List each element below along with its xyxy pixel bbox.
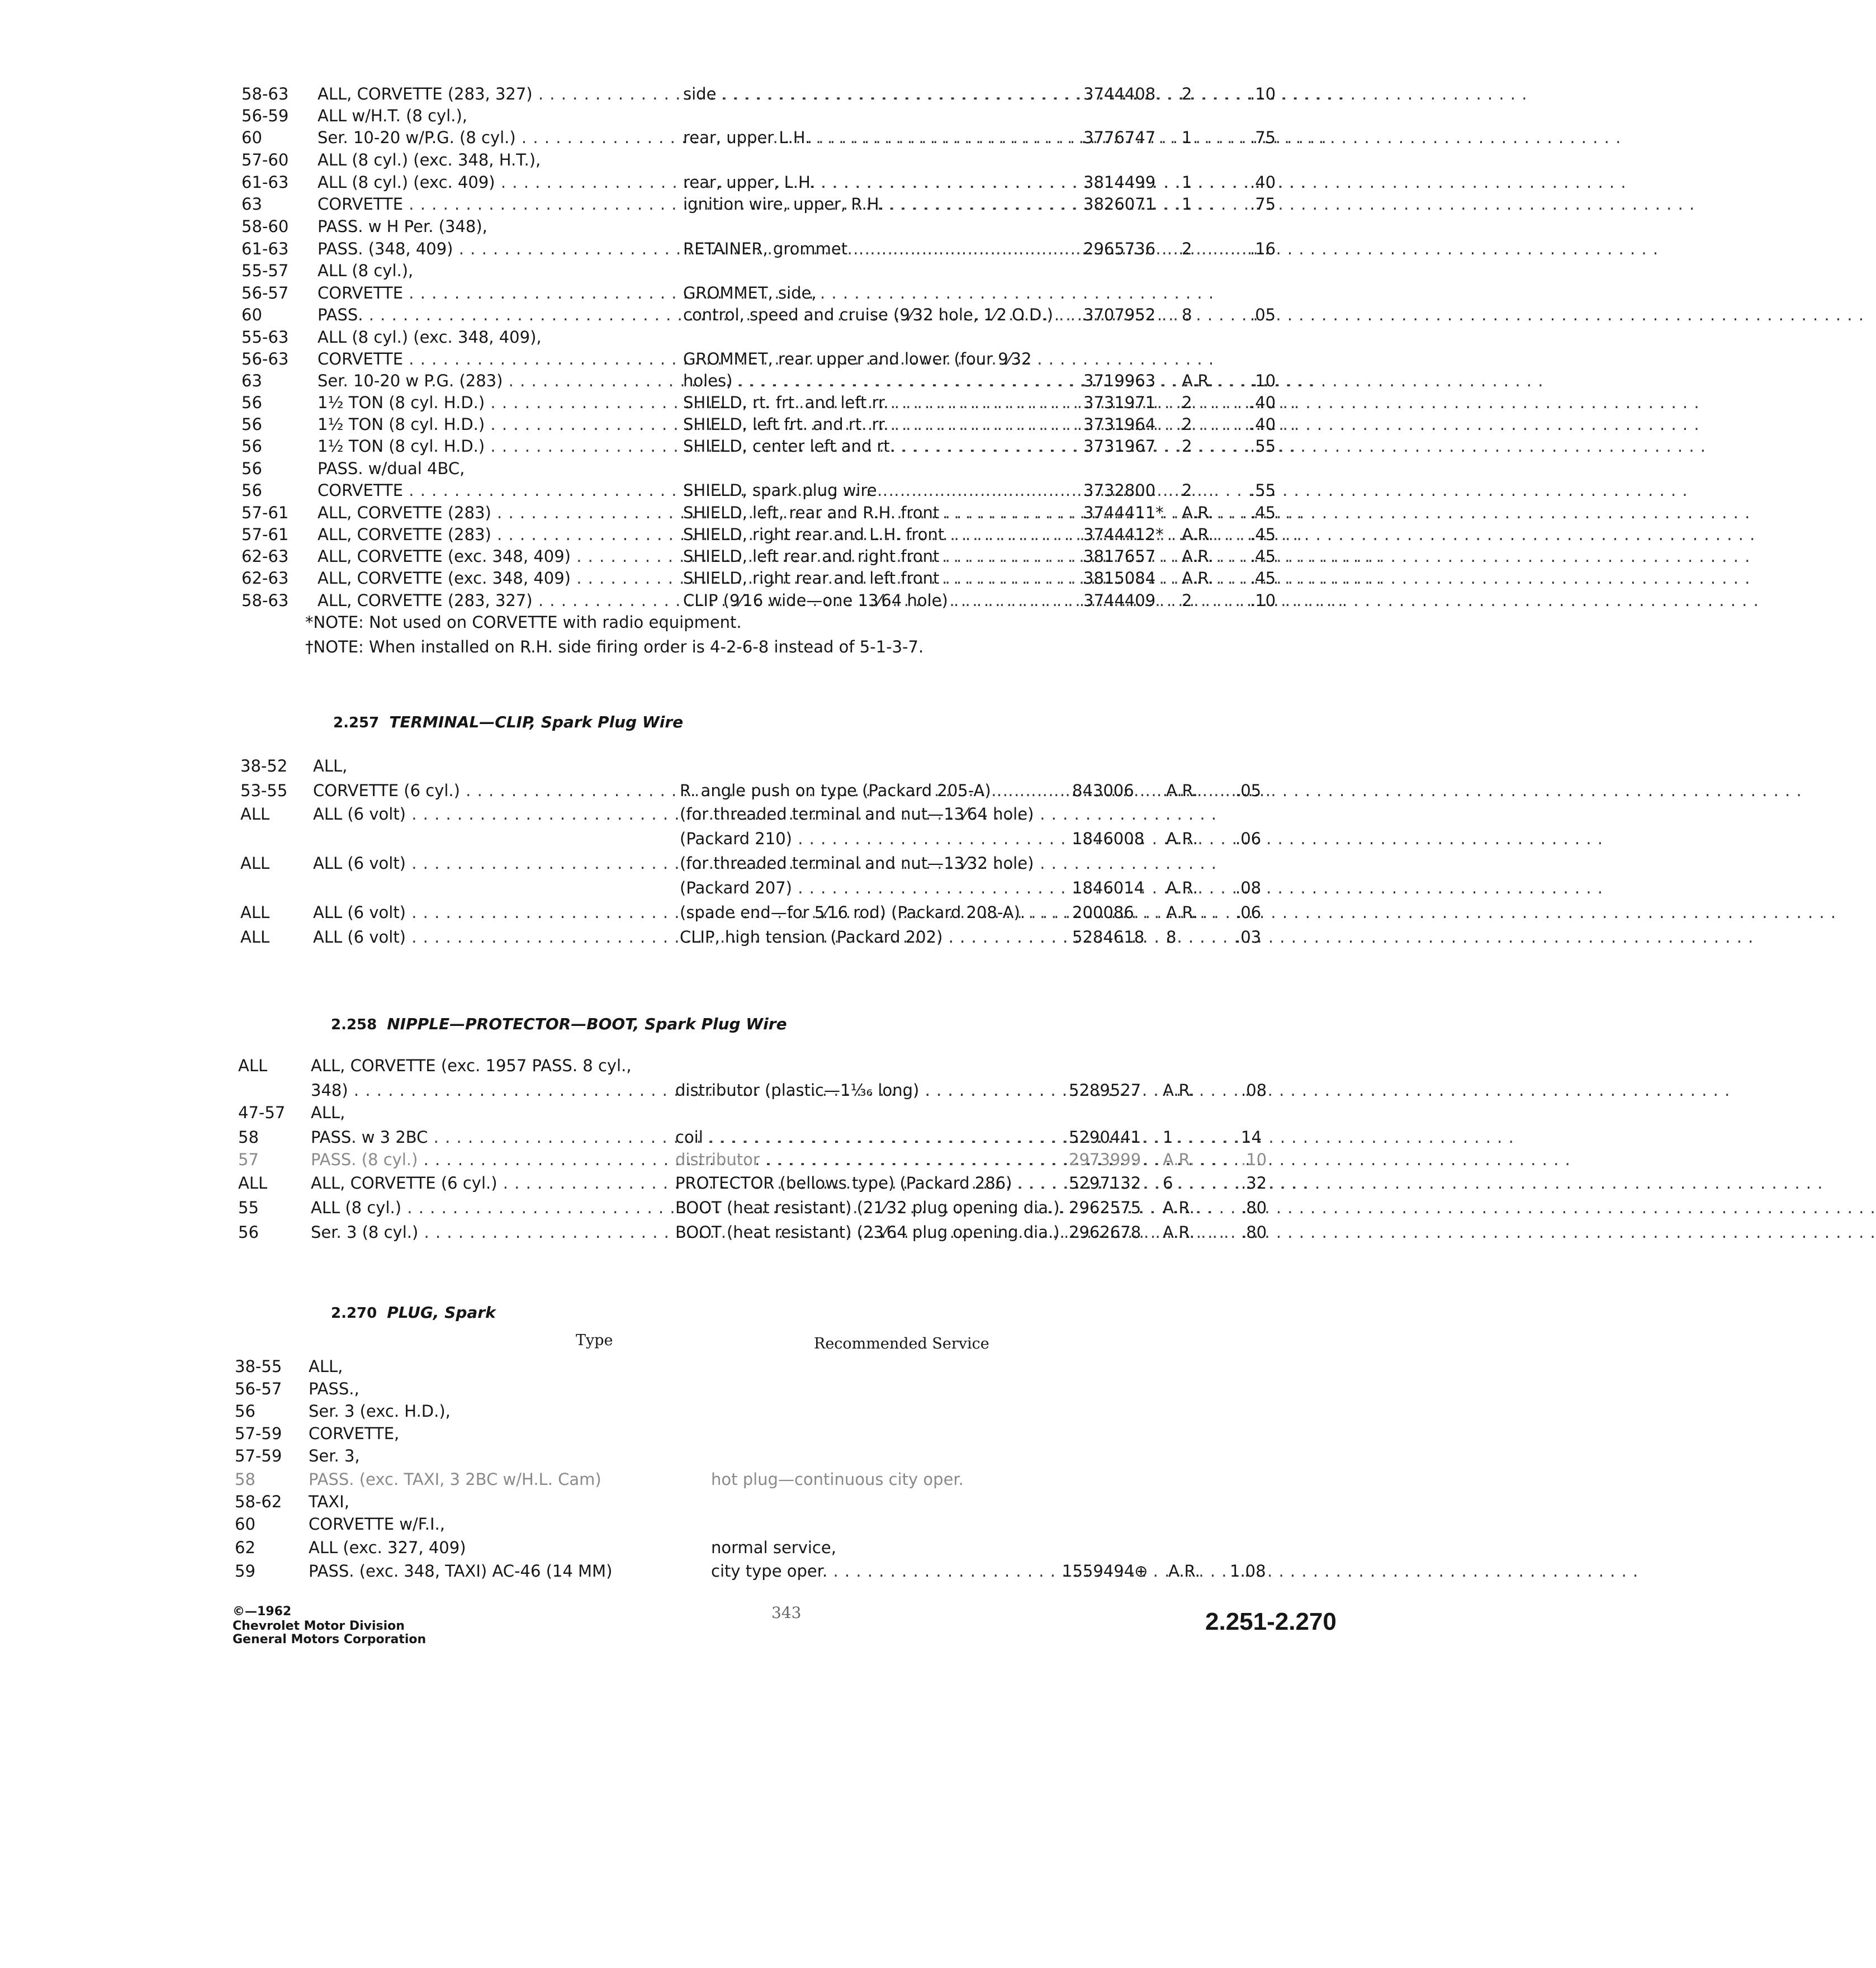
description: city type oper. . . . [711, 1560, 1052, 1582]
application: PASS. w H Per. (348), [318, 217, 487, 236]
year-range: ALL [240, 928, 270, 947]
table-row [0, 502, 1413, 524]
year-range: 59 [235, 1562, 255, 1581]
description: SHIELD, right rear and L.H. front . . . [683, 523, 1063, 546]
note-radio: *NOTE: Not used on CORVETTE with radio equipment. [305, 613, 742, 632]
application: Ser. 3 (8 cyl.) . . . [311, 1221, 652, 1243]
description: (for threaded terminal and nut—13⁄64 hole) [680, 805, 1034, 824]
part-number: 3744412* [1083, 525, 1164, 544]
quantity: A.R. [1163, 1223, 1195, 1242]
part-number: 3826071 [1083, 195, 1156, 214]
year-range: ALL [238, 1174, 268, 1193]
table-row [0, 304, 1413, 326]
year-range: 60 [241, 128, 262, 147]
table-row [0, 827, 1413, 850]
application: PASS. (exc. TAXI, 3 2BC w/H.L. Cam) [309, 1470, 601, 1489]
description: normal service, [711, 1538, 836, 1557]
quantity: A.R. [1166, 878, 1198, 897]
year-range: 58-63 [241, 84, 289, 103]
part-number: 5297132 [1069, 1174, 1141, 1193]
table-row [0, 83, 1413, 105]
application: CORVETTE (6 cyl.) . . . [313, 779, 654, 802]
table-row [0, 1536, 1413, 1559]
description: (Packard 210) . . . [680, 827, 1065, 850]
price: 14 [1241, 1128, 1262, 1147]
table-row [0, 326, 1413, 348]
price: .55 [1250, 481, 1276, 500]
application: PASS., [309, 1379, 359, 1398]
application: CORVETTE . . . [318, 193, 656, 215]
year-range: 56-57 [235, 1379, 282, 1398]
price: .06 [1235, 903, 1262, 922]
description: ignition wire, upper, R.H. . . . [683, 193, 1063, 215]
part-number: 1846008 [1072, 829, 1145, 848]
table-row [0, 567, 1413, 589]
year-range: 56 [241, 437, 262, 456]
application: ALL, CORVETTE (exc. 348, 409) . . . [318, 567, 656, 589]
description: BOOT (heat resistant) (23⁄64 plug opening dia.). . . . [675, 1221, 1061, 1243]
table-row [0, 1468, 1413, 1491]
application: 1½ TON (8 cyl. H.D.) . . . [318, 391, 656, 414]
section-number: 2.257 [333, 715, 380, 731]
part-number: 3731964 [1083, 415, 1156, 434]
part-number: 3815084 [1083, 569, 1156, 588]
section-heading-2-270 [331, 1302, 496, 1324]
year-range: ALL [238, 1056, 268, 1075]
price: .80 [1241, 1223, 1267, 1242]
description: GROMMET, side, [683, 283, 817, 302]
table-row [0, 1079, 1413, 1101]
part-number: 843006 [1072, 781, 1134, 800]
table-row [0, 1221, 1413, 1243]
table-row [0, 779, 1413, 802]
description: CLIP, high tension (Packard 202) . . . [680, 926, 1065, 948]
year-range: ALL [240, 903, 270, 922]
year-range: 57 [238, 1150, 259, 1169]
year-range: 56-59 [241, 106, 289, 125]
application: ALL (8 cyl.) (exc. 409) . . . [318, 171, 656, 193]
year-range: 57-59 [235, 1446, 282, 1465]
quantity: 2 [1182, 393, 1192, 412]
section-title: PLUG, Spark [387, 1303, 496, 1322]
application: Ser. 3, [309, 1446, 360, 1465]
table-row [0, 1513, 1413, 1535]
quantity: 8 [1166, 928, 1177, 947]
table-row [0, 901, 1413, 924]
description: SHIELD, right rear and left front . . . [683, 567, 1063, 589]
table-row [0, 1126, 1413, 1148]
application: CORVETTE w/F.I., [309, 1515, 445, 1534]
application: Ser. 3 (exc. H.D.), [309, 1402, 451, 1421]
part-number: 3814499 [1083, 173, 1156, 192]
year-range: 56 [241, 393, 262, 412]
part-number: 2965736 [1083, 239, 1156, 258]
table-row [0, 348, 1413, 370]
year-range: 55 [238, 1198, 259, 1217]
quantity: 1 [1182, 173, 1192, 192]
quantity: 1 [1182, 128, 1192, 147]
application: 1½ TON (8 cyl. H.D.) . . . [318, 413, 656, 436]
quantity: A.R. [1166, 829, 1198, 848]
table-row [0, 238, 1413, 260]
year-range: 62-63 [241, 547, 289, 566]
quantity: A.R. [1163, 1198, 1195, 1217]
year-range: 56 [235, 1402, 255, 1421]
year-range: 61-63 [241, 173, 289, 192]
price: .75 [1250, 128, 1276, 147]
application: ALL (8 cyl.) (exc. 348, 409), [318, 328, 542, 347]
application: ALL, CORVETTE (283, 327) . . . [318, 83, 656, 105]
application: ALL (6 volt) . . . [313, 901, 654, 924]
part-number: 2962678 [1069, 1223, 1141, 1242]
table-row [0, 193, 1413, 215]
application: ALL, CORVETTE (283, 327) . . . [318, 589, 656, 612]
part-number: 3817657 [1083, 547, 1156, 566]
application: PASS. (8 cyl.) . . . [311, 1148, 652, 1171]
year-range: 63 [241, 371, 262, 390]
table-row [0, 215, 1413, 238]
section-heading-2-258 [331, 1013, 787, 1036]
application: ALL, CORVETTE (exc. 348, 409) . . . [318, 545, 656, 567]
application: CORVETTE, [309, 1424, 400, 1443]
description: SHIELD, spark plug wire . . . [683, 479, 1063, 502]
application: 1½ TON (8 cyl. H.D.) . . . [318, 435, 656, 457]
price: .40 [1250, 415, 1276, 434]
description: holes) . . . [683, 370, 1063, 392]
year-range: ALL [240, 805, 270, 824]
application: ALL (6 volt) . . . [313, 852, 654, 874]
year-range: 56 [241, 415, 262, 434]
application: PASS. w/dual 4BC, [318, 459, 465, 478]
description: SHIELD, left frt. and rt. rr. . . . [683, 413, 1063, 436]
year-range: 60 [241, 305, 262, 324]
description: distributor (plastic—1⅓₆ long) . . . [675, 1079, 1061, 1101]
table-row [0, 523, 1413, 546]
description: CLIP (9⁄16 wide—one 13⁄64 hole) . . . [683, 589, 1063, 612]
application: ALL (exc. 327, 409) [309, 1538, 466, 1557]
footer-division: Chevrolet Motor Division [233, 1619, 405, 1633]
price: .45 [1250, 503, 1276, 522]
application: CORVETTE . . . [318, 282, 656, 304]
part-number: 1559494⊕ [1062, 1562, 1148, 1581]
table-row [0, 877, 1413, 899]
description: SHIELD, rt. frt. and left rr. . . . [683, 391, 1063, 414]
table-row [0, 926, 1413, 948]
note-firing-order: †NOTE: When installed on R.H. side firing order is 4-2-6-8 instead of 5-1-3-7. [305, 637, 924, 656]
description: (for threaded terminal and nut—13⁄32 hole) [680, 854, 1034, 873]
year-range: 58-63 [241, 591, 289, 610]
quantity: 1 [1182, 195, 1192, 214]
quantity: 2 [1182, 437, 1192, 456]
part-number: 1846014 [1072, 878, 1145, 897]
description: BOOT (heat resistant) (21⁄32 plug opening dia.). . . . [675, 1196, 1061, 1219]
application: ALL (8 cyl.) (exc. 348, H.T.), [318, 150, 541, 169]
description: SHIELD, left, rear and R.H. front . . . [683, 502, 1063, 524]
application: PASS. (348, 409) . . . [318, 238, 656, 260]
application: CORVETTE . . . [318, 479, 656, 502]
part-number: 3731967 [1083, 437, 1156, 456]
year-range: 55-57 [241, 261, 289, 280]
price: .75 [1250, 195, 1276, 214]
application: ALL, CORVETTE (283) . . . [318, 502, 656, 524]
year-range: 63 [241, 195, 262, 214]
column-header-recommended-service: Recommended Service [814, 1335, 989, 1352]
year-range: 57-59 [235, 1424, 282, 1443]
year-range: 62 [235, 1538, 255, 1557]
table-row [0, 479, 1413, 502]
quantity: A.R. [1163, 1081, 1195, 1100]
year-range: 62-63 [241, 569, 289, 588]
table-row [0, 1422, 1413, 1445]
part-number: 3744409 [1083, 591, 1156, 610]
quantity: A.R. [1166, 903, 1198, 922]
application: CORVETTE . . . [318, 348, 656, 370]
table-row [0, 149, 1413, 171]
table-row [0, 1445, 1413, 1467]
year-range: 38-55 [235, 1357, 282, 1376]
table-row [0, 259, 1413, 282]
description: SHIELD, center left and rt. . . . [683, 435, 1063, 457]
part-number: 5289527 [1069, 1081, 1141, 1100]
table-row [0, 1560, 1413, 1582]
table-row [0, 126, 1413, 149]
table-row [0, 545, 1413, 567]
quantity: A.R. [1168, 1562, 1200, 1581]
application: ALL (8 cyl.), [318, 261, 414, 280]
year-range: 56 [238, 1223, 259, 1242]
application: ALL (6 volt) . . . [313, 803, 654, 825]
price: .05 [1250, 305, 1276, 324]
part-number: 5290441 [1069, 1128, 1141, 1147]
table-row [0, 1196, 1413, 1219]
price: .32 [1241, 1174, 1267, 1193]
quantity: 2 [1182, 239, 1192, 258]
description: control, speed and cruise (9⁄32 hole, 1⁄2 O.D.) . . . [683, 304, 1063, 326]
table-row [0, 589, 1413, 612]
quantity: 2 [1182, 84, 1192, 103]
application: Ser. 10-20 w P.G. (283) . . . [318, 370, 656, 392]
part-number: 3744408 [1083, 84, 1156, 103]
quantity: A.R. [1182, 525, 1214, 544]
table-row [0, 1148, 1413, 1171]
year-range: 53-55 [240, 781, 288, 800]
application: ALL, CORVETTE (exc. 1957 PASS. 8 cyl., [311, 1056, 632, 1075]
part-number: 3776747 [1083, 128, 1156, 147]
year-range: 56-63 [241, 349, 289, 368]
application: ALL, [313, 756, 348, 775]
quantity: 2 [1182, 591, 1192, 610]
year-range: 47-57 [238, 1103, 286, 1122]
description: SHIELD, left rear and right front . . . [683, 545, 1063, 567]
year-range: 56-57 [241, 283, 289, 302]
year-range: 60 [235, 1515, 255, 1534]
table-row [0, 1400, 1413, 1422]
quantity: 2 [1182, 481, 1192, 500]
table-row [0, 1054, 1413, 1077]
table-row [0, 105, 1413, 127]
price: 1.08 [1230, 1562, 1266, 1581]
table-row [0, 1491, 1413, 1513]
year-range: 58 [235, 1470, 255, 1489]
quantity: A.R. [1166, 781, 1198, 800]
year-range: 57-60 [241, 150, 289, 169]
table-row [0, 457, 1413, 480]
table-row [0, 755, 1413, 777]
price: .03 [1235, 928, 1262, 947]
table-row [0, 803, 1413, 825]
price: .40 [1250, 173, 1276, 192]
quantity: A.R. [1163, 1150, 1195, 1169]
description: side . . . [683, 83, 1063, 105]
price: .10 [1241, 1150, 1267, 1169]
description: hot plug—continuous city oper. [711, 1470, 964, 1489]
table-row [0, 435, 1413, 457]
year-range: 58 [238, 1128, 259, 1147]
footer-copyright: ©—1962 [233, 1605, 292, 1619]
part-number: 200086 [1072, 903, 1134, 922]
part-number: 3707952 [1083, 305, 1156, 324]
section-title: TERMINAL—CLIP, Spark Plug Wire [389, 713, 684, 731]
application: ALL (6 volt) . . . [313, 926, 654, 948]
price: .10 [1250, 84, 1276, 103]
section-heading-2-257 [333, 711, 683, 734]
column-header-type: Type [576, 1332, 613, 1349]
price: .10 [1250, 591, 1276, 610]
year-range: 57-61 [241, 525, 289, 544]
application: ALL, CORVETTE (6 cyl.) . . . [311, 1172, 652, 1194]
application: PASS. (exc. 348, TAXI) AC-46 (14 MM) [309, 1562, 613, 1581]
part-number: 2962575 [1069, 1198, 1141, 1217]
price: .05 [1235, 781, 1262, 800]
description: RETAINER, grommet . . . [683, 238, 1063, 260]
table-row [0, 1172, 1413, 1194]
table-row [0, 171, 1413, 193]
table-row [0, 852, 1413, 874]
price: .45 [1250, 525, 1276, 544]
year-range: 55-63 [241, 328, 289, 347]
year-range: 56 [241, 481, 262, 500]
table-row [0, 413, 1413, 436]
price: .80 [1241, 1198, 1267, 1217]
price: .08 [1241, 1081, 1267, 1100]
description: distributor . . . [675, 1148, 1061, 1171]
application: TAXI, [309, 1492, 349, 1511]
footer-corporation: General Motors Corporation [233, 1633, 427, 1647]
price: .45 [1250, 547, 1276, 566]
table-row [0, 1101, 1413, 1124]
part-number: 5284618 [1072, 928, 1145, 947]
part-number: 3744411* [1083, 503, 1164, 522]
part-number: 3719963 [1083, 371, 1156, 390]
quantity: 2 [1182, 415, 1192, 434]
section-number: 2.270 [331, 1305, 377, 1322]
application: 348) . . . [311, 1079, 652, 1101]
year-range: 58-62 [235, 1492, 282, 1511]
description: (spade end—for 5⁄16 rod) (Packard 208-A). . . . [680, 901, 1065, 924]
quantity: A.R. [1182, 569, 1214, 588]
price: .16 [1250, 239, 1276, 258]
price: .10 [1250, 371, 1276, 390]
quantity: 1 [1163, 1128, 1173, 1147]
year-range: ALL [240, 854, 270, 873]
price: .45 [1250, 569, 1276, 588]
table-row [0, 391, 1413, 414]
price: .08 [1235, 878, 1262, 897]
quantity: 8 [1182, 305, 1192, 324]
application: ALL, [311, 1103, 345, 1122]
application: Ser. 10-20 w/P.G. (8 cyl.) . . . [318, 126, 656, 149]
table-row [0, 1378, 1413, 1400]
year-range: 58-60 [241, 217, 289, 236]
price: .06 [1235, 829, 1262, 848]
quantity: A.R. [1182, 503, 1214, 522]
description: R. angle push on type (Packard 205-A) . . . [680, 779, 1065, 802]
application: ALL, [309, 1357, 343, 1376]
description: PROTECTOR (bellows type) (Packard 286) . . . [675, 1172, 1061, 1194]
table-row [0, 1355, 1413, 1378]
year-range: 61-63 [241, 239, 289, 258]
part-number: 3731971 [1083, 393, 1156, 412]
description: GROMMET, rear upper and lower (four 9⁄32 [683, 349, 1032, 368]
application: ALL (8 cyl.) . . . [311, 1196, 652, 1219]
description: (Packard 207) . . . [680, 877, 1065, 899]
description: coil . . . [675, 1126, 1061, 1148]
price: .55 [1250, 437, 1276, 456]
year-range: 56 [241, 459, 262, 478]
page-number: 343 [771, 1603, 802, 1622]
quantity: 6 [1163, 1174, 1173, 1193]
application: ALL, CORVETTE (283) . . . [318, 523, 656, 546]
application: PASS. . . . [318, 304, 656, 326]
section-number: 2.258 [331, 1016, 377, 1033]
table-row [0, 370, 1413, 392]
price: .40 [1250, 393, 1276, 412]
part-number: 3732800 [1083, 481, 1156, 500]
section-range: 2.251-2.270 [1205, 1608, 1337, 1635]
table-row [0, 282, 1413, 304]
quantity: A.R. [1182, 547, 1214, 566]
description: rear, upper L.H. . . . [683, 126, 1063, 149]
application: ALL w/H.T. (8 cyl.), [318, 106, 467, 125]
section-title: NIPPLE—PROTECTOR—BOOT, Spark Plug Wire [387, 1015, 787, 1033]
year-range: 38-52 [240, 756, 288, 775]
year-range: 57-61 [241, 503, 289, 522]
quantity: A.R. [1182, 371, 1214, 390]
part-number: 2973999 [1069, 1150, 1141, 1169]
description: rear, upper, L.H. . . . [683, 171, 1063, 193]
application: PASS. w 3 2BC . . . [311, 1126, 652, 1148]
